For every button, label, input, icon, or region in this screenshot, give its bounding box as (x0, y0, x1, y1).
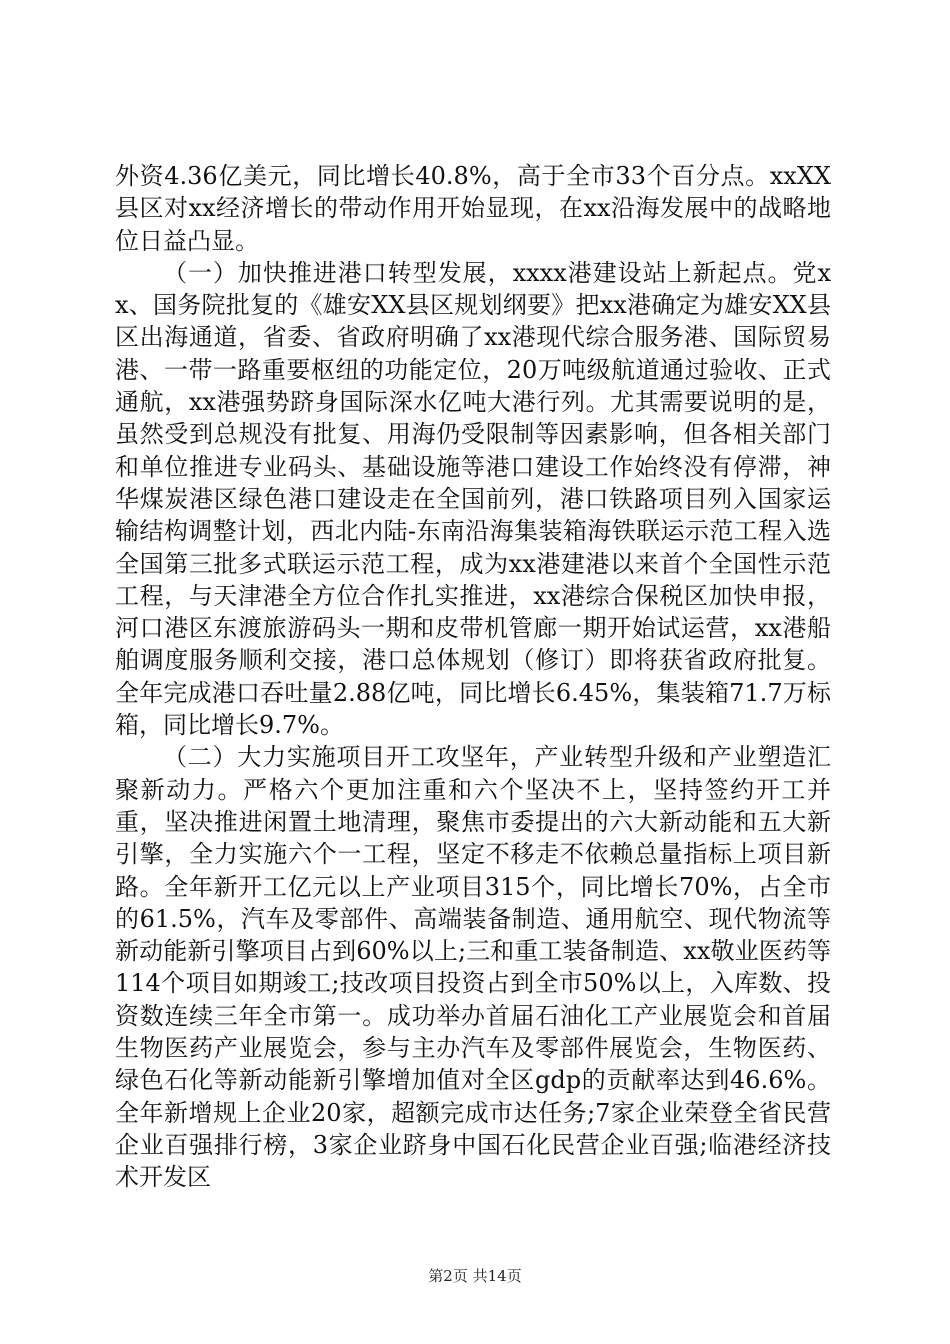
document-body (115, 160, 831, 1194)
paragraph-project-construction: （二）大力实施项目开工攻坚年，产业转型升级和产业塑造汇聚新动力。严格六个更加注重和六个坚决不上，坚持签约开工并重，坚决推进闲置土地清理，聚焦市委提出的六大新动能和五大新引擎，全力实施六个一工程，坚定不移走不依赖总量指标上项目新路。全年新开工亿元以上产业项目315个，同比增长70%，占全市的61.5%，汽车及零部件、高端装备制造、通用航空、现代物流等新动能新引擎项目占到60%以上;三和重工装备制造、xx敬业医药等114个项目如期竣工;技改项目投资占到全市50%以上，入库数、投资数连续三年全市第一。成功举办首届石油化工产业展览会和首届生物医药产业展览会，参与主办汽车及零部件展览会，生物医药、绿色石化等新动能新引擎增加值对全区gdp的贡献率达到46.6%。全年新增规上企业20家，超额完成市达任务;7家企业荣登全省民营企业百强排行榜，3家企业跻身中国石化民营企业百强;临港经济技术开发区 (115, 743, 831, 1192)
paragraph-continuation: 外资4.36亿美元，同比增长40.8%，高于全市33个百分点。xxXX县区对xx经济增长的带动作用开始显现，在xx沿海发展中的战略地位日益凸显。 (115, 162, 831, 255)
paragraph-port-development: （一）加快推进港口转型发展，xxxx港建设站上新起点。党xx、国务院批复的《雄安XX县区规划纲要》把xx港确定为雄安XX县区出海通道，省委、省政府明确了xx港现代综合服务港、国际贸易港、一带一路重要枢纽的功能定位，20万吨级航道通过验收、正式通航，xx港强势跻身国际深水亿吨大港行列。尤其需要说明的是，虽然受到总规没有批复、用海仍受限制等因素影响，但各相关部门和单位推进专业码头、基础设施等港口建设工作始终没有停滞，神华煤炭港区绿色港口建设走在全国前列，港口铁路项目列入国家运输结构调整计划，西北内陆-东南沿海集装箱海铁联运示范工程入选全国第三批多式联运示范工程，成为xx港建港以来首个全国性示范工程，与天津港全方位合作扎实推进，xx港综合保税区加快申报，河口港区东渡旅游码头一期和皮带机管廊一期开始试运营，xx港船舶调度服务顺利交接，港口总体规划（修订）即将获省政府批复。全年完成港口吞吐量2.88亿吨，同比增长6.45%，集装箱71.7万标箱，同比增长9.7%。 (115, 258, 831, 740)
page-number-footer: 第2页 共14页 (428, 1267, 522, 1285)
